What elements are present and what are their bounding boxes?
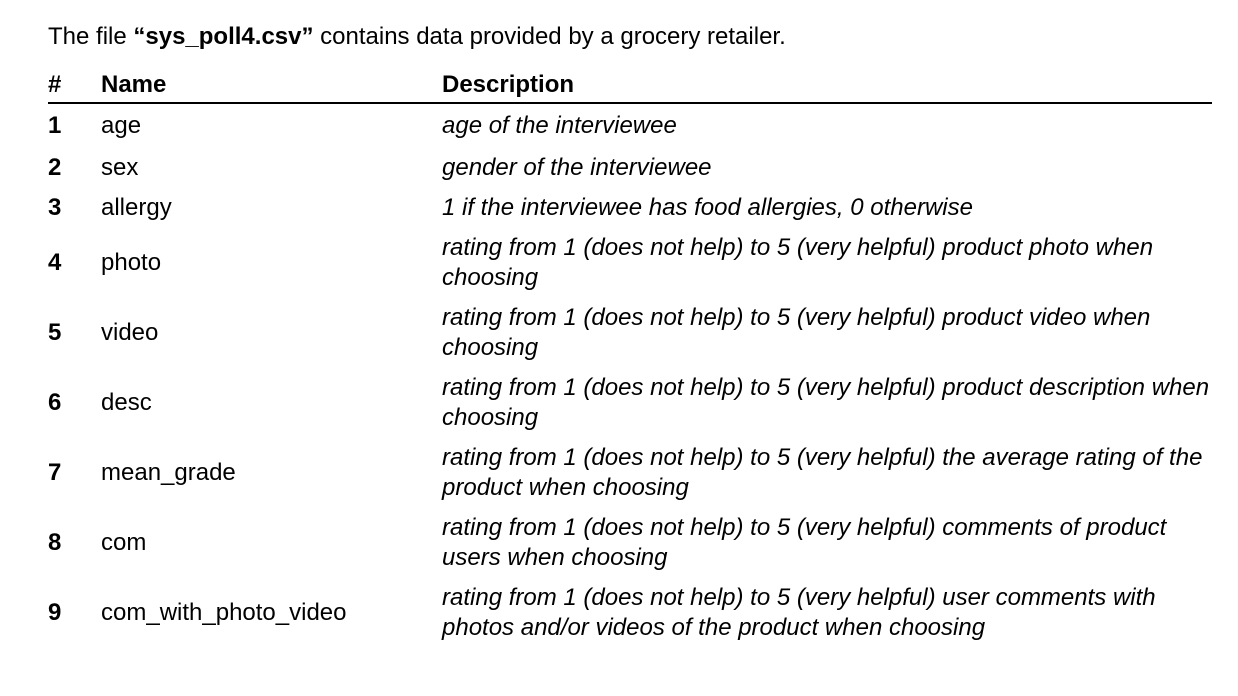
row-name: mean_grade xyxy=(101,459,236,486)
row-description: rating from 1 (does not help) to 5 (very helpful) comments of product users when choosing xyxy=(442,514,1167,571)
row-name: video xyxy=(101,319,159,346)
header-num: # xyxy=(48,68,101,103)
row-name: com xyxy=(101,529,147,556)
row-description: rating from 1 (does not help) to 5 (very helpful) product photo when choosing xyxy=(442,234,1154,291)
table-row xyxy=(48,368,1212,438)
row-description: gender of the interviewee xyxy=(442,154,712,181)
row-description: rating from 1 (does not help) to 5 (very helpful) product description when choosing xyxy=(442,374,1210,431)
table-row xyxy=(48,438,1212,508)
row-description: rating from 1 (does not help) to 5 (very helpful) user comments with photos and/or videos of the product when choosing xyxy=(442,584,1156,641)
row-description: 1 if the interviewee has food allergies, 0 otherwise xyxy=(442,194,973,221)
row-name: desc xyxy=(101,389,152,416)
row-description: rating from 1 (does not help) to 5 (very helpful) the average rating of the product when choosing xyxy=(442,444,1203,501)
table-row xyxy=(48,508,1212,578)
intro-prefix: The file xyxy=(48,23,134,50)
row-num: 2 xyxy=(48,154,62,181)
row-description: age of the interviewee xyxy=(442,112,677,139)
row-num: 9 xyxy=(48,599,62,626)
header-name: Name xyxy=(101,68,442,103)
table-row xyxy=(48,148,1212,188)
row-name: allergy xyxy=(101,194,172,221)
row-num: 3 xyxy=(48,194,62,221)
row-description: rating from 1 (does not help) to 5 (very helpful) product video when choosing xyxy=(442,304,1151,361)
table-row xyxy=(48,228,1212,298)
row-num: 4 xyxy=(48,249,62,276)
row-name: photo xyxy=(101,249,162,276)
table-row xyxy=(48,188,1212,228)
row-num: 5 xyxy=(48,319,62,346)
row-num: 7 xyxy=(48,459,62,486)
intro-filename: “sys_poll4.csv” xyxy=(133,23,314,50)
table-header-row xyxy=(48,68,1212,103)
table-row xyxy=(48,578,1212,648)
header-description: Description xyxy=(442,68,1212,103)
row-num: 8 xyxy=(48,529,62,556)
table-row xyxy=(48,298,1212,368)
table-row xyxy=(48,103,1212,148)
variables-table xyxy=(48,68,1212,648)
row-num: 1 xyxy=(48,112,62,139)
row-name: age xyxy=(101,112,142,139)
row-name: com_with_photo_video xyxy=(101,599,347,626)
row-num: 6 xyxy=(48,389,62,416)
intro-suffix: contains data provided by a grocery retailer. xyxy=(313,23,786,50)
intro-sentence xyxy=(48,22,786,52)
row-name: sex xyxy=(101,154,139,181)
